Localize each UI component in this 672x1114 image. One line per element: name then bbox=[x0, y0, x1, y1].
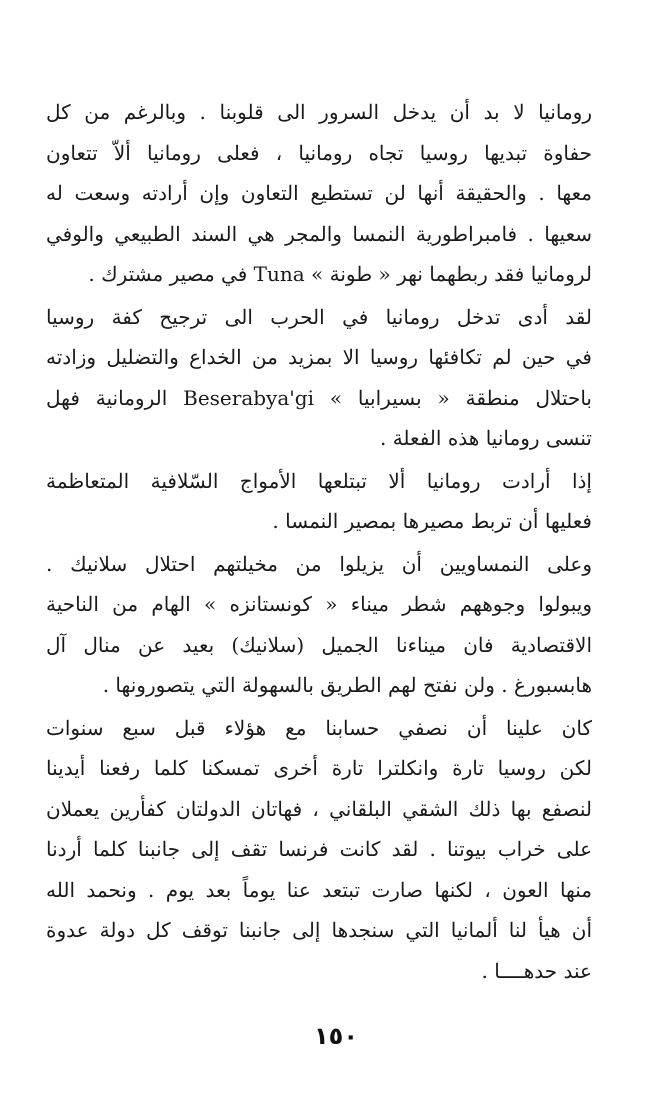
text-line: الاقتصادية فان ميناءنا الجميل (سلانيك) بعيد عن منال آل bbox=[46, 632, 592, 657]
paragraph bbox=[46, 461, 592, 542]
paragraph bbox=[46, 544, 592, 706]
text-line: هابسبورغ . ولن نفتح لهم الطريق بالسهولة التي يتصورونها . bbox=[102, 673, 592, 697]
text-line: حفاوة تبديها روسيا تجاه رومانيا ، فعلى رومانيا ألاّ تتعاون bbox=[46, 140, 592, 165]
text-line: فعليها أن تربط مصيرها بمصير النمسا . bbox=[272, 509, 592, 533]
body-text bbox=[46, 92, 592, 991]
text-line: معها . والحقيقة أنها لن تستطيع التعاون وإن أرادته وسعت له bbox=[46, 181, 592, 205]
text-line: على خراب بيوتنا . لقد كانت فرنسا تقف إلى جانبنا كلما أردنا bbox=[46, 837, 592, 861]
text-line: لقد أدى تدخل رومانيا في الحرب الى ترجيح كفة روسيا bbox=[46, 304, 592, 329]
text-line: عند حدهــــا . bbox=[481, 958, 592, 983]
paragraph bbox=[46, 708, 592, 992]
text-line: سعيها . فامبراطورية النمسا والمجر هي السند الطبيعي والوفي bbox=[46, 221, 592, 246]
text-line: في حين لم تكافئها روسيا الا بمزيد من الخداع والتضليل وزادته bbox=[46, 345, 592, 369]
text-line: ويبولوا وجوههم شطر ميناء « كونستانزه » الهام من الناحية bbox=[46, 592, 592, 616]
text-line: تنسى رومانيا هذه الفعلة . bbox=[379, 426, 592, 450]
paragraph bbox=[46, 297, 592, 459]
page-number: ١٥٠ bbox=[314, 1022, 358, 1050]
text-line: لنصفع بها ذلك الشقي البلقاني ، فهاتان الدولتان كفأرين يعملان bbox=[46, 796, 592, 821]
text-line: منها العون ، لكنها صارت تبتعد عنا يوماً بعد يوم . ونحمد الله bbox=[46, 877, 592, 902]
text-line: لرومانيا فقد ربطهما نهر « طونة » Tuna في مصير مشترك . bbox=[88, 262, 592, 286]
text-line: باحتلال منطقة « بسيرابيا » Beserabya'gi الرومانية فهل bbox=[46, 385, 592, 410]
text-line: كان علينا أن نصفي حسابنا مع هؤلاء قبل سبع سنوات bbox=[46, 715, 592, 740]
text-line: لكن روسيا تارة وانكلترا تارة أخرى تمسكنا كلما رفعنا أيدينا bbox=[46, 756, 592, 780]
text-line: رومانيا لا بد أن يدخل السرور الى قلوبنا . وبالرغم من كل bbox=[46, 100, 592, 124]
text-line: إذا أرادت رومانيا ألا تبتلعها الأمواج السّلافية المتعاظمة bbox=[46, 468, 592, 493]
paragraph bbox=[46, 92, 592, 295]
text-line: أن هيأ لنا ألمانيا التي سنجدها إلى جانبنا توقف كل دولة عدوة bbox=[46, 918, 592, 942]
text-line: وعلى النمساويين أن يزيلوا من مخيلتهم احتلال سلانيك . bbox=[46, 551, 592, 576]
